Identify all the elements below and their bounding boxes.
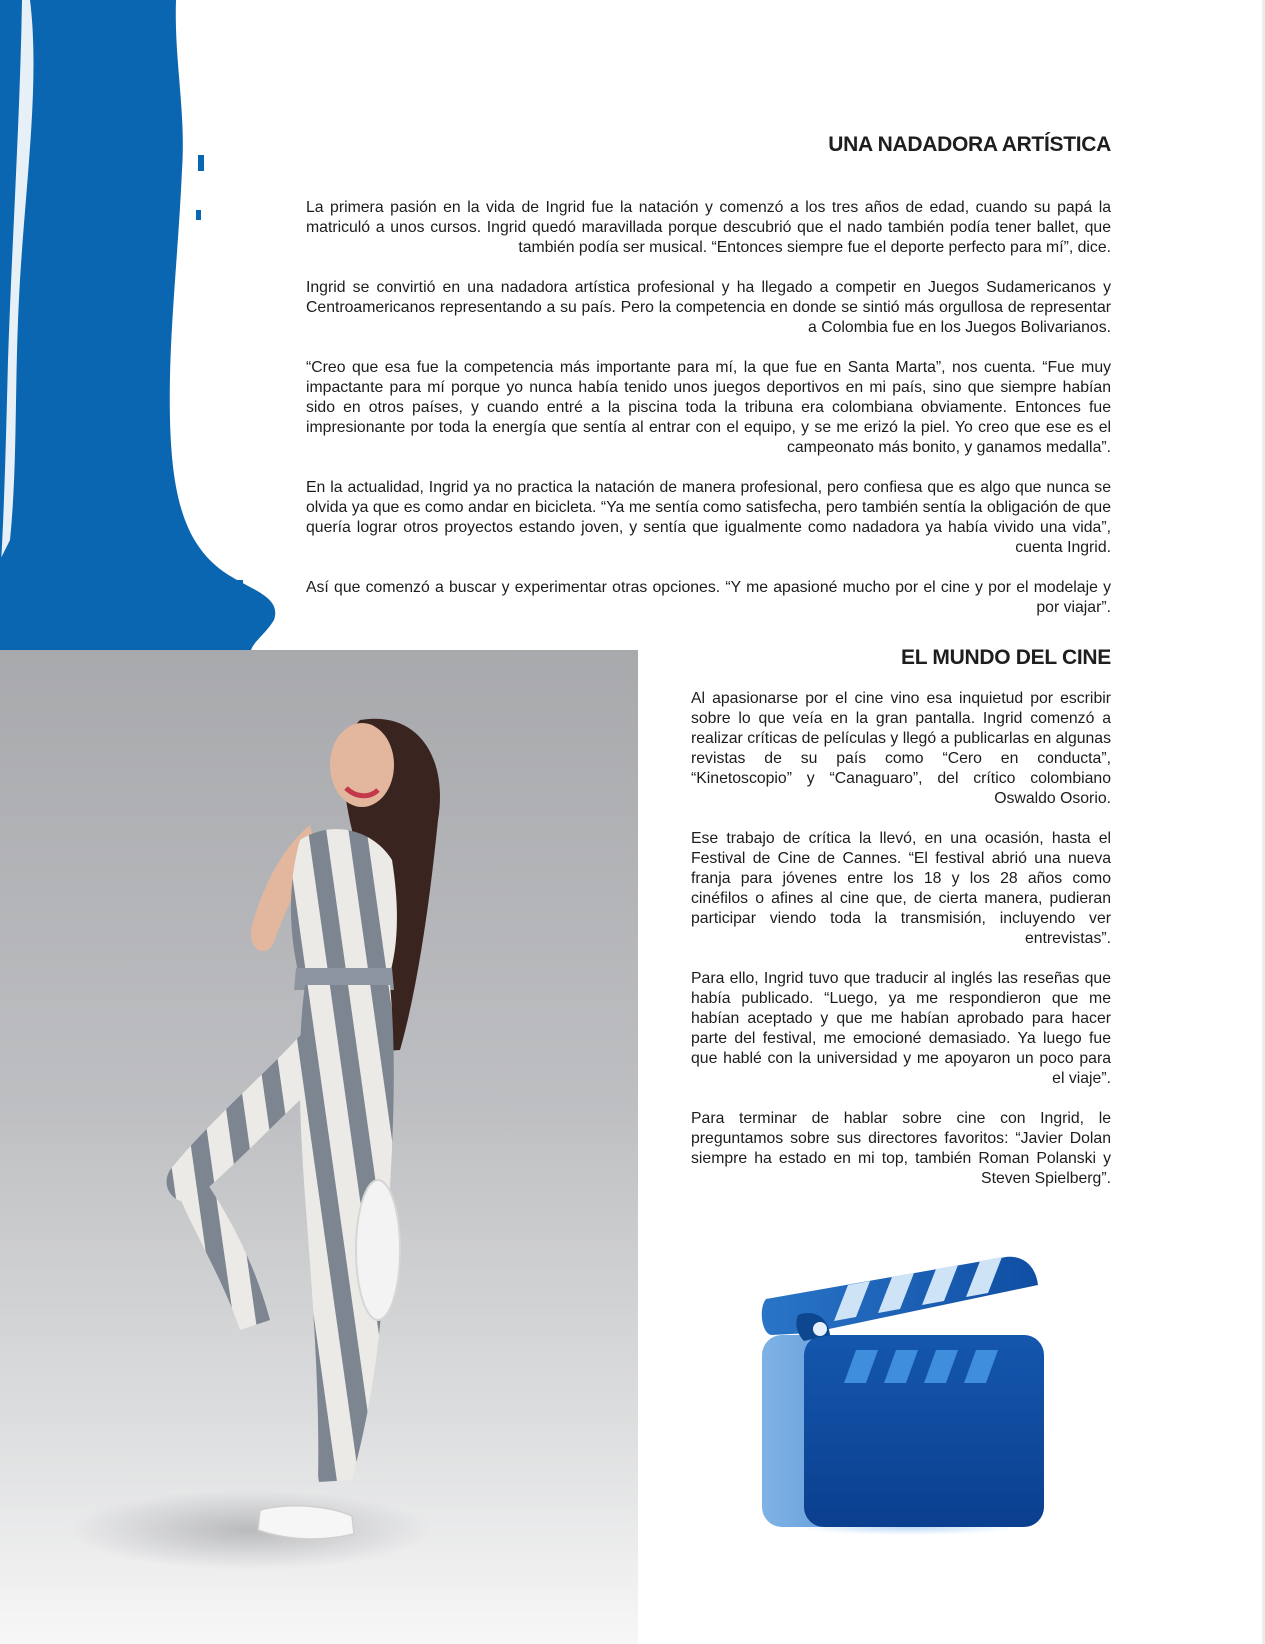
- paragraph: Para ello, Ingrid tuvo que traducir al inglés las reseñas que había publicado. “Luego, ya me respondieron que me habían aceptado y que me habían aprobado para hacer parte del festival, me emocioné demasiado. Ya luego fue que hablé con la universidad y me apoyaron un poco para el viaje”.: [691, 970, 1111, 1087]
- paragraph: Al apasionarse por el cine vino esa inquietud por escribir sobre lo que veía en la gran pantalla. Ingrid comenzó a realizar críticas de películas y llegó a publicarlas en algunas revistas de su país como “Cero en conducta”, “Kinetoscopio” y “Canaguaro”, del crítico colombiano Oswaldo Osorio.: [691, 690, 1111, 807]
- article-column-2: [691, 689, 1111, 1209]
- paragraph: Ese trabajo de crítica la llevó, en una ocasión, hasta el Festival de Cine de Cannes. “El festival abrió una nueva franja para jóvenes entre los 18 y los 28 años como cinéfilos o afines al cine que, de cierta manera, pudieran participar viendo toda la transmisión, incluyendo ver entrevistas”.: [691, 830, 1111, 947]
- paragraph: Para terminar de hablar sobre cine con Ingrid, le preguntamos sobre sus directores favoritos: “Javier Dolan siempre ha estado en mi top, también Roman Polanski y Steven Spielberg”.: [691, 1110, 1111, 1187]
- paragraph: La primera pasión en la vida de Ingrid fue la natación y comenzó a los tres años de edad, cuando su papá la matriculó a unos cursos. Ingrid quedó maravillada porque descubrió que el nado también podía tener ballet, que también podía ser musical. “Entonces siempre fue el deporte perfecto para mí”, dice.: [306, 199, 1111, 256]
- section-heading-cine: EL MUNDO DEL CINE: [901, 646, 1111, 669]
- film-clapperboard-icon: [758, 1255, 1048, 1535]
- article-column-1: [306, 198, 1111, 638]
- woman-striped-jumpsuit-photo: [0, 650, 638, 1644]
- paragraph: En la actualidad, Ingrid ya no practica la natación de manera profesional, pero confiesa que es algo que nunca se olvida ya que es como andar en bicicleta. “Ya me sentía como satisfecha, pero también sentía la obligación de que quería lograr otros proyectos estando joven, y sentía que igualmente como nadadora ya había vivido una vida”, cuenta Ingrid.: [306, 479, 1111, 556]
- section-heading-nadadora: UNA NADADORA ARTÍSTICA: [828, 133, 1111, 156]
- paragraph: “Creo que esa fue la competencia más importante para mí, la que fue en Santa Marta”, nos cuenta. “Fue muy impactante para mí porque yo nunca había tenido unos juegos deportivos en mi país, sino que siempre habían sido en otros países, y cuando entré a la piscina toda la tribuna era colombiana obviamente. Entonces fue impresionante por toda la energía que sentía al entrar con el equipo, y se me erizó la piel. Yo creo que ese es el campeonato más bonito, y ganamos medalla”.: [306, 359, 1111, 456]
- paragraph: Así que comenzó a buscar y experimentar otras opciones. “Y me apasioné mucho por el cine y por el modelaje y por viajar”.: [306, 579, 1111, 616]
- paragraph: Ingrid se convirtió en una nadadora artística profesional y ha llegado a competir en Juegos Sudamericanos y Centroamericanos representando a su país. Pero la competencia en donde se sintió más orgullosa de representar a Colombia fue en los Juegos Bolivarianos.: [306, 279, 1111, 336]
